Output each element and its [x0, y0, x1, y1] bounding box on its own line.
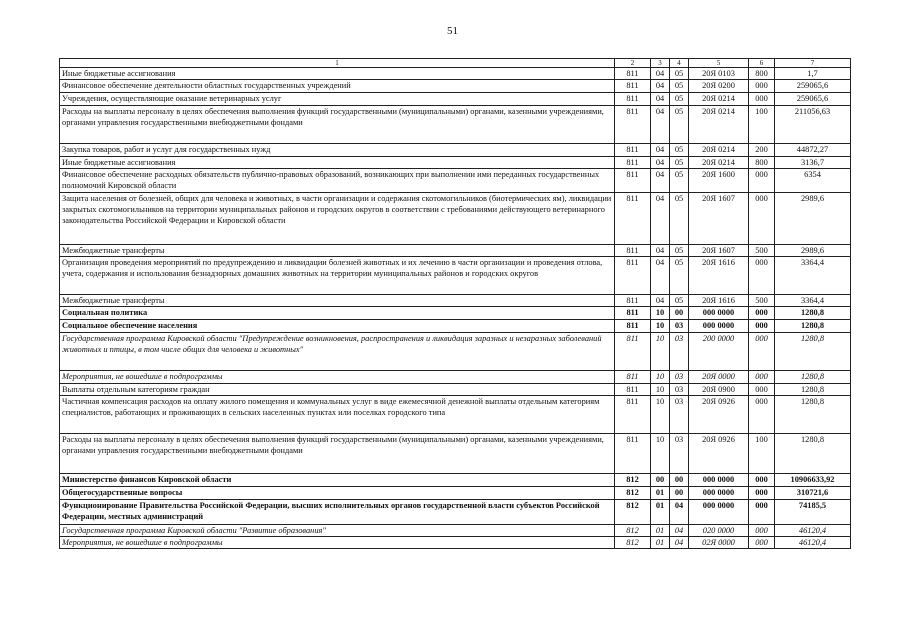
code-subsection-cell: 05	[670, 245, 689, 257]
code-gl-cell: 812	[615, 537, 651, 549]
code-subsection-cell: 05	[670, 144, 689, 157]
code-subsection-cell: 05	[670, 257, 689, 295]
row-name-cell: Выплаты отдельным категориям граждан	[60, 384, 615, 396]
code-subsection-cell: 04	[670, 537, 689, 549]
code-expense-type-cell: 500	[749, 245, 775, 257]
table-row	[60, 525, 851, 537]
table-row	[60, 257, 851, 295]
code-gl-cell: 812	[615, 487, 651, 500]
code-article-cell: 020 0000	[689, 525, 749, 537]
code-expense-type-cell: 100	[749, 106, 775, 144]
code-expense-type-cell: 000	[749, 257, 775, 295]
code-expense-type-cell: 000	[749, 537, 775, 549]
code-subsection-cell: 03	[670, 320, 689, 333]
table-row	[60, 144, 851, 157]
amount-cell: 259065,6	[775, 80, 851, 93]
header-cell: 5	[689, 59, 749, 68]
amount-cell: 1280,8	[775, 396, 851, 434]
code-section-cell: 10	[651, 371, 670, 384]
code-expense-type-cell: 500	[749, 295, 775, 307]
code-subsection-cell: 00	[670, 307, 689, 320]
code-subsection-cell: 04	[670, 525, 689, 537]
table-row	[60, 169, 851, 193]
code-section-cell: 04	[651, 295, 670, 307]
table-row	[60, 371, 851, 384]
code-gl-cell: 811	[615, 169, 651, 193]
table-header-row	[60, 59, 851, 68]
amount-cell: 46120,4	[775, 537, 851, 549]
row-name-cell: Расходы на выплаты персоналу в целях обеспечения выполнения функций государственными (муниципальными) органами, казенными учреждениями, органами управления государственными внебюджетными фондами	[60, 434, 615, 474]
amount-cell: 3364,4	[775, 295, 851, 307]
row-name-cell: Иные бюджетные ассигнования	[60, 157, 615, 169]
code-subsection-cell: 05	[670, 93, 689, 106]
code-gl-cell: 811	[615, 68, 651, 80]
row-name-cell: Социальное обеспечение населения	[60, 320, 615, 333]
row-name-cell: Закупка товаров, работ и услуг для государственных нужд	[60, 144, 615, 157]
code-subsection-cell: 05	[670, 157, 689, 169]
table-row	[60, 384, 851, 396]
code-section-cell: 00	[651, 474, 670, 487]
code-subsection-cell: 03	[670, 333, 689, 371]
code-section-cell: 10	[651, 396, 670, 434]
row-name-cell: Частичная компенсация расходов на оплату жилого помещения и коммунальных услуг в виде ежемесячной денежной выплаты отдельным категориям специалистов, работающих и проживающих в сельских населенных пунктах или поселках городского типа	[60, 396, 615, 434]
row-name-cell: Межбюджетные трансферты	[60, 295, 615, 307]
amount-cell: 2989,6	[775, 245, 851, 257]
code-expense-type-cell: 800	[749, 68, 775, 80]
code-expense-type-cell: 800	[749, 157, 775, 169]
table-row	[60, 537, 851, 549]
amount-cell: 1280,8	[775, 384, 851, 396]
amount-cell: 2989,6	[775, 193, 851, 245]
code-expense-type-cell: 000	[749, 93, 775, 106]
code-expense-type-cell: 000	[749, 80, 775, 93]
table-row	[60, 307, 851, 320]
code-article-cell: 20Я 0103	[689, 68, 749, 80]
row-name-cell: Расходы на выплаты персоналу в целях обеспечения выполнения функций государственными (муниципальными) органами, казенными учреждениями, органами управления государственными внебюджетными фондами	[60, 106, 615, 144]
amount-cell: 3136,7	[775, 157, 851, 169]
amount-cell: 1,7	[775, 68, 851, 80]
row-name-cell: Общегосударственные вопросы	[60, 487, 615, 500]
amount-cell: 10906633,92	[775, 474, 851, 487]
code-expense-type-cell: 000	[749, 384, 775, 396]
code-gl-cell: 811	[615, 307, 651, 320]
header-cell: 6	[749, 59, 775, 68]
code-expense-type-cell: 000	[749, 474, 775, 487]
code-article-cell: 20Я 0214	[689, 144, 749, 157]
code-article-cell: 20Я 0214	[689, 93, 749, 106]
table-row	[60, 68, 851, 80]
code-section-cell: 04	[651, 80, 670, 93]
row-name-cell: Государственная программа Кировской области "Развитие образования"	[60, 525, 615, 537]
row-name-cell: Финансовое обеспечение деятельности областных государственных учреждений	[60, 80, 615, 93]
header-cell: 7	[775, 59, 851, 68]
table-row	[60, 320, 851, 333]
code-gl-cell: 811	[615, 157, 651, 169]
code-subsection-cell: 03	[670, 396, 689, 434]
code-subsection-cell: 03	[670, 371, 689, 384]
table-row	[60, 487, 851, 500]
code-section-cell: 10	[651, 384, 670, 396]
code-subsection-cell: 05	[670, 193, 689, 245]
code-expense-type-cell: 000	[749, 169, 775, 193]
code-section-cell: 01	[651, 537, 670, 549]
header-cell: 4	[670, 59, 689, 68]
code-article-cell: 20Я 0214	[689, 106, 749, 144]
table-row	[60, 193, 851, 245]
code-section-cell: 04	[651, 68, 670, 80]
table-row	[60, 474, 851, 487]
code-expense-type-cell: 000	[749, 371, 775, 384]
code-subsection-cell: 05	[670, 68, 689, 80]
code-article-cell: 20Я 0214	[689, 157, 749, 169]
code-expense-type-cell: 000	[749, 525, 775, 537]
table-row	[60, 80, 851, 93]
code-section-cell: 10	[651, 307, 670, 320]
table-row	[60, 245, 851, 257]
budget-table	[59, 58, 851, 549]
code-article-cell: 000 0000	[689, 474, 749, 487]
code-gl-cell: 812	[615, 474, 651, 487]
code-section-cell: 04	[651, 144, 670, 157]
table-row	[60, 106, 851, 144]
code-section-cell: 10	[651, 320, 670, 333]
amount-cell: 1280,8	[775, 307, 851, 320]
code-expense-type-cell: 000	[749, 320, 775, 333]
header-cell: 2	[615, 59, 651, 68]
code-section-cell: 01	[651, 525, 670, 537]
code-gl-cell: 811	[615, 384, 651, 396]
code-gl-cell: 811	[615, 295, 651, 307]
code-subsection-cell: 03	[670, 384, 689, 396]
code-section-cell: 04	[651, 93, 670, 106]
table-row	[60, 93, 851, 106]
row-name-cell: Функционирование Правительства Российской Федерации, высших исполнительных органов государственной власти субъектов Российской Федерации, местных администраций	[60, 500, 615, 525]
code-article-cell: 000 0000	[689, 487, 749, 500]
code-article-cell: 000 0000	[689, 307, 749, 320]
code-gl-cell: 811	[615, 434, 651, 474]
amount-cell: 259065,6	[775, 93, 851, 106]
code-article-cell: 20Я 1616	[689, 257, 749, 295]
code-gl-cell: 811	[615, 93, 651, 106]
header-cell: 3	[651, 59, 670, 68]
code-gl-cell: 811	[615, 106, 651, 144]
table-row	[60, 396, 851, 434]
code-article-cell: 000 0000	[689, 500, 749, 525]
table-row	[60, 333, 851, 371]
row-name-cell: Государственная программа Кировской области "Предупреждение возникновения, распространения и ликвидация заразных и незаразных заболеваний животных и птицы, в том числе общих для человека и животных"	[60, 333, 615, 371]
code-article-cell: 20Я 1600	[689, 169, 749, 193]
code-subsection-cell: 05	[670, 106, 689, 144]
code-subsection-cell: 05	[670, 169, 689, 193]
code-section-cell: 04	[651, 257, 670, 295]
code-subsection-cell: 05	[670, 295, 689, 307]
code-subsection-cell: 00	[670, 487, 689, 500]
code-section-cell: 04	[651, 157, 670, 169]
amount-cell: 310721,6	[775, 487, 851, 500]
code-article-cell: 20Я 1616	[689, 295, 749, 307]
code-subsection-cell: 03	[670, 434, 689, 474]
code-article-cell: 20Я 0926	[689, 396, 749, 434]
row-name-cell: Защита населения от болезней, общих для человека и животных, в части организации и содержания скотомогильников (биотермических ям), ликвидации закрытых скотомогильников на территории муниципальных районов и городских округов в соответствии с требованиями действующего ветеринарного законодательства Российской Федерации и Кировской области	[60, 193, 615, 245]
code-section-cell: 10	[651, 333, 670, 371]
row-name-cell: Министерство финансов Кировской области	[60, 474, 615, 487]
code-expense-type-cell: 000	[749, 487, 775, 500]
row-name-cell: Мероприятия, не вошедшие в подпрограммы	[60, 371, 615, 384]
code-gl-cell: 811	[615, 245, 651, 257]
amount-cell: 1280,8	[775, 320, 851, 333]
code-gl-cell: 811	[615, 396, 651, 434]
page-number: 51	[447, 25, 458, 37]
code-gl-cell: 812	[615, 500, 651, 525]
code-article-cell: 20Я 1607	[689, 245, 749, 257]
code-article-cell: 20Я 0926	[689, 434, 749, 474]
row-name-cell: Иные бюджетные ассигнования	[60, 68, 615, 80]
row-name-cell: Межбюджетные трансферты	[60, 245, 615, 257]
header-cell: 1	[60, 59, 615, 68]
code-article-cell: 20Я 1607	[689, 193, 749, 245]
amount-cell: 1280,8	[775, 434, 851, 474]
code-article-cell: 20Я 0000	[689, 371, 749, 384]
code-article-cell: 200 0000	[689, 333, 749, 371]
amount-cell: 3364,4	[775, 257, 851, 295]
table-row	[60, 500, 851, 525]
code-section-cell: 01	[651, 500, 670, 525]
amount-cell: 211056,63	[775, 106, 851, 144]
code-subsection-cell: 00	[670, 474, 689, 487]
row-name-cell: Мероприятия, не вошедшие в подпрограммы	[60, 537, 615, 549]
code-expense-type-cell: 200	[749, 144, 775, 157]
amount-cell: 1280,8	[775, 333, 851, 371]
code-section-cell: 04	[651, 106, 670, 144]
code-expense-type-cell: 100	[749, 434, 775, 474]
row-name-cell: Социальная политика	[60, 307, 615, 320]
amount-cell: 74185,5	[775, 500, 851, 525]
code-section-cell: 04	[651, 193, 670, 245]
code-section-cell: 01	[651, 487, 670, 500]
code-gl-cell: 811	[615, 144, 651, 157]
amount-cell: 46120,4	[775, 525, 851, 537]
amount-cell: 44872,27	[775, 144, 851, 157]
code-gl-cell: 811	[615, 80, 651, 93]
code-expense-type-cell: 000	[749, 333, 775, 371]
row-name-cell: Финансовое обеспечение расходных обязательств публично-правовых образований, возникающих при выполнении ими переданных государственных полномочий Кировской области	[60, 169, 615, 193]
code-expense-type-cell: 000	[749, 307, 775, 320]
code-article-cell: 20Я 0900	[689, 384, 749, 396]
code-article-cell: 20Я 0200	[689, 80, 749, 93]
code-expense-type-cell: 000	[749, 396, 775, 434]
code-subsection-cell: 05	[670, 80, 689, 93]
amount-cell: 1280,8	[775, 371, 851, 384]
code-section-cell: 04	[651, 169, 670, 193]
code-section-cell: 10	[651, 434, 670, 474]
code-article-cell: 02Я 0000	[689, 537, 749, 549]
row-name-cell: Организация проведения мероприятий по предупреждению и ликвидации болезней животных и их лечению в части организации и проведения отлова, учета, содержания и использования безнадзорных домашних животных на территории муниципальных районов и городских округов	[60, 257, 615, 295]
code-section-cell: 04	[651, 245, 670, 257]
table-row	[60, 434, 851, 474]
code-gl-cell: 811	[615, 320, 651, 333]
code-gl-cell: 811	[615, 333, 651, 371]
code-article-cell: 000 0000	[689, 320, 749, 333]
row-name-cell: Учреждения, осуществляющие оказание ветеринарных услуг	[60, 93, 615, 106]
table-row	[60, 157, 851, 169]
amount-cell: 6354	[775, 169, 851, 193]
table-row	[60, 295, 851, 307]
code-expense-type-cell: 000	[749, 193, 775, 245]
code-subsection-cell: 04	[670, 500, 689, 525]
code-expense-type-cell: 000	[749, 500, 775, 525]
code-gl-cell: 812	[615, 525, 651, 537]
code-gl-cell: 811	[615, 193, 651, 245]
code-gl-cell: 811	[615, 257, 651, 295]
code-gl-cell: 811	[615, 371, 651, 384]
